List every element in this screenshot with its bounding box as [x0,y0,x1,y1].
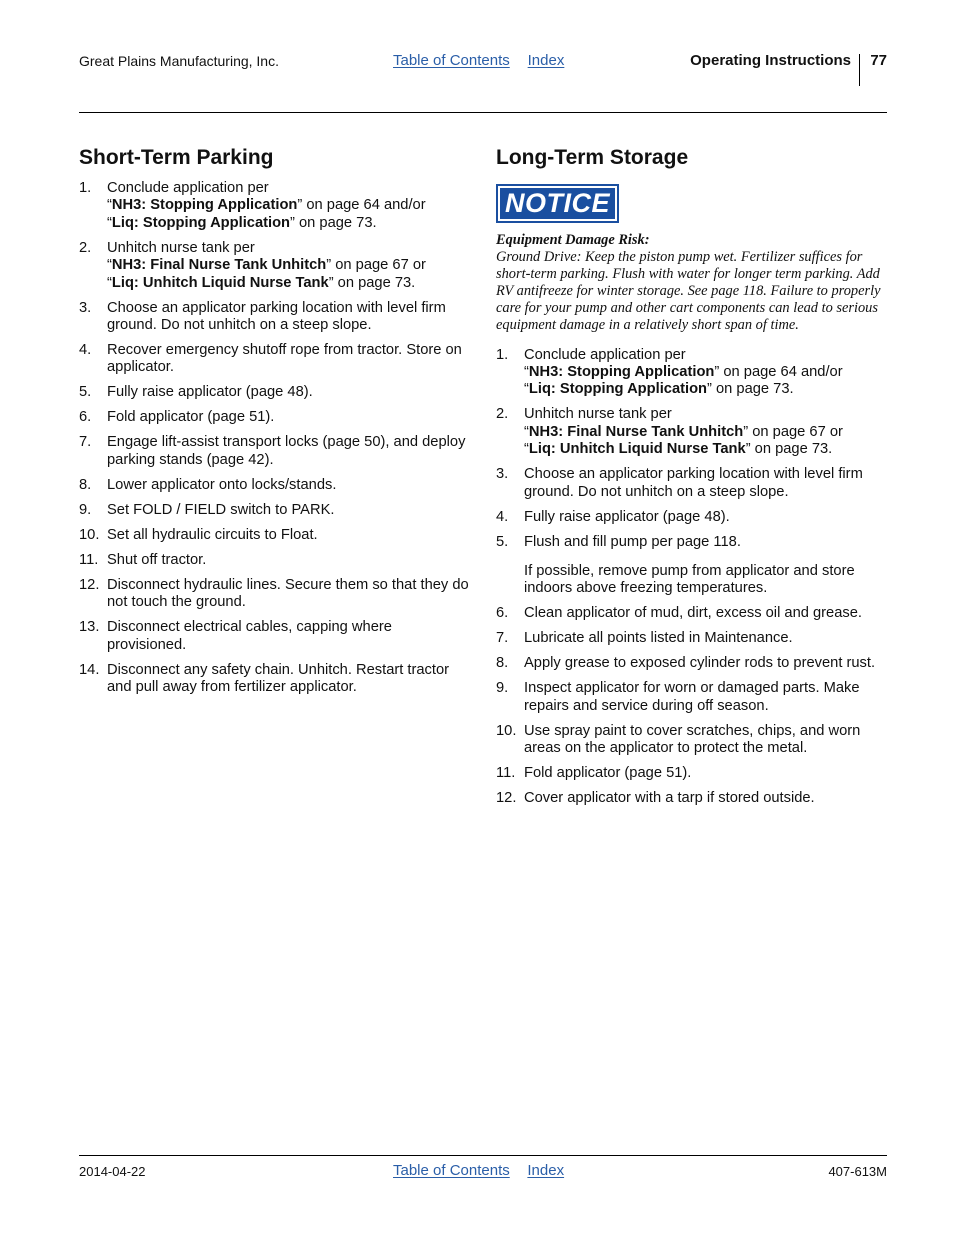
header-rule [79,112,887,113]
step-reference: NH3: Stopping Application [528,363,715,380]
step-number: 6. [79,409,92,426]
step-text: Clean applicator of mud, dirt, excess oil and grease. [524,605,862,622]
step-text: Apply grease to exposed cylinder rods to prevent rust. [524,655,876,672]
step-number: 8. [496,655,509,672]
risk-note [496,232,888,335]
step-text: Choose an applicator parking location with level firm ground. Do not unhitch on a steep slope. [107,299,446,334]
step-text: Fold applicator (page 51). [107,409,275,426]
step-number: 8. [79,476,92,493]
long-term-heading: Long-Term Storage [496,146,689,169]
list-item [79,662,469,697]
step-number: 9. [496,680,509,697]
footer-rule [79,1155,887,1156]
list-item [496,630,888,647]
step-number: 2. [496,406,509,423]
list-item [496,655,888,672]
step-text: ” on page 64 and/or [297,197,426,214]
step-text: Disconnect any safety chain. Unhitch. Restart tractor and pull away from fertilizer applicator. [107,661,450,696]
step-reference: Liq: Stopping Application [528,381,708,398]
list-item [496,509,888,526]
notice-label: NOTICE [500,188,615,219]
list-item [496,765,888,782]
step-text: Recover emergency shutoff rope from tractor. Store on applicator. [107,342,462,376]
risk-text: Ground Drive: Keep the piston pump wet. Fertilizer suffices for short-term parking. Flush with water for longer term parking. Add RV antifreeze for winter storage. See page 118. Failure to properly care for your pump and other cart components can lead to serious equipment damage in a relatively short span of time. [496,249,881,334]
step-reference: Liq: Unhitch Liquid Nurse Tank [528,441,746,458]
step-number: 3. [496,466,509,483]
footer-links [393,1162,578,1179]
list-item [79,300,469,335]
step-reference: Liq: Unhitch Liquid Nurse Tank [111,274,329,291]
step-number: 1. [496,346,509,363]
header-divider [859,54,860,86]
list-item [496,466,888,501]
step-number: 3. [79,299,92,316]
short-term-column [79,146,469,704]
short-term-steps [79,180,469,696]
step-number: 11. [496,765,516,782]
step-text: ” on page 67 or [326,257,426,274]
header-links [393,52,578,69]
list-item [79,342,469,377]
footer-date: 2014-04-22 [79,1164,146,1179]
list-item [496,680,888,715]
step-number: 12. [496,790,517,807]
list-item [496,605,888,622]
step-text: ” on page 73. [328,274,416,291]
toc-link[interactable]: Table of Contents [393,52,510,69]
step-text: ” on page 64 and/or [714,363,843,380]
step-reference: NH3: Final Nurse Tank Unhitch [111,257,327,274]
step-text: Flush and fill pump per page 118. [524,533,741,550]
list-item [79,434,469,469]
step-number: 4. [496,508,509,525]
short-term-heading: Short-Term Parking [79,146,274,169]
step-text: Conclude application per [524,346,686,363]
step-number: 2. [79,239,92,256]
step-text: Engage lift-assist transport locks (page 50), and deploy parking stands (page 42). [107,434,466,468]
footer-toc-link[interactable]: Table of Contents [393,1162,510,1179]
step-text: Fold applicator (page 51). [524,765,692,782]
list-item: 2. Unhitch nurse tank per “NH3: Final Nurse Tank Unhitch” on page 67 or “Liq: Unhitch Liquid Nurse Tank” on page 73. [79,239,426,291]
step-number: 13. [79,619,100,636]
step-number: 1. [79,180,92,196]
step-text: ” on page 67 or [743,423,843,440]
long-term-steps [496,347,888,808]
index-link[interactable]: Index [527,52,565,69]
notice-badge [496,184,619,223]
list-item [79,477,469,494]
page-header [79,52,887,92]
step-number: 7. [496,630,509,647]
section-title: Operating Instructions [690,52,851,69]
list-item: 1. Conclude application per “NH3: Stopping Application” on page 64 and/or “Liq: Stopping Application” on page 73. [496,346,843,398]
footer-index-link[interactable]: Index [527,1162,565,1179]
step-text: Set FOLD / FIELD switch to PARK. [107,501,335,518]
step-text: Disconnect electrical cables, capping where provisioned. [107,619,392,653]
step-number: 5. [496,533,509,550]
step-text: Use spray paint to cover scratches, chips, and worn areas on the applicator to protect the metal. [524,722,861,757]
step-number: 9. [79,501,92,518]
step-text: Shut off tractor. [107,551,207,568]
list-item: 2. Unhitch nurse tank per “NH3: Final Nurse Tank Unhitch” on page 67 or “Liq: Unhitch Liquid Nurse Tank” on page 73. [496,406,843,458]
step-number: 6. [496,605,509,622]
list-item [79,619,469,654]
company-name: Great Plains Manufacturing, Inc. [79,53,279,69]
list-item [79,552,469,569]
step-reference: NH3: Stopping Application [111,197,298,214]
step-text: Unhitch nurse tank per [524,406,672,423]
step-text: Lower applicator onto locks/stands. [107,476,337,493]
step-text: Conclude application per [107,180,269,196]
step-subtext: If possible, remove pump from applicator and store indoors above freezing temperatures. [524,563,855,597]
step-number: 14. [79,661,100,678]
step-text: Lubricate all points listed in Maintenance. [524,630,793,647]
list-item [79,384,469,401]
page-number: 77 [870,52,887,69]
list-item [79,502,469,519]
step-text: ” on page 73. [745,441,833,458]
doc-number: 407-613M [828,1164,887,1179]
step-number: 12. [79,576,100,593]
step-text: Unhitch nurse tank per [107,239,255,256]
step-number: 10. [79,526,100,543]
step-number: 5. [79,384,92,401]
list-item: 1. Conclude application per “NH3: Stopping Application” on page 64 and/or “Liq: Stopping Application” on page 73. [79,180,426,231]
step-text: Fully raise applicator (page 48). [107,384,313,401]
list-item [496,723,888,758]
long-term-column [496,146,888,815]
step-number: 7. [79,434,92,451]
risk-title: Equipment Damage Risk: [496,232,650,248]
list-item [496,790,888,807]
step-text: ” on page 73. [707,381,794,398]
step-text: Fully raise applicator (page 48). [524,508,730,525]
step-text: Cover applicator with a tarp if stored outside. [524,790,815,807]
list-item [496,534,888,598]
step-text: Disconnect hydraulic lines. Secure them so that they do not touch the ground. [107,576,469,611]
list-item [79,577,469,612]
step-number: 11. [79,551,99,568]
step-reference: Liq: Stopping Application [111,214,291,231]
list-item [79,409,469,426]
step-text: Choose an applicator parking location with level firm ground. Do not unhitch on a steep slope. [524,466,863,500]
step-text: ” on page 73. [290,214,377,231]
step-text: Inspect applicator for worn or damaged parts. Make repairs and service during off season. [524,680,860,714]
step-reference: NH3: Final Nurse Tank Unhitch [528,423,744,440]
step-number: 4. [79,342,92,359]
step-number: 10. [496,722,517,739]
step-text: Set all hydraulic circuits to Float. [107,526,318,543]
list-item [79,527,469,544]
